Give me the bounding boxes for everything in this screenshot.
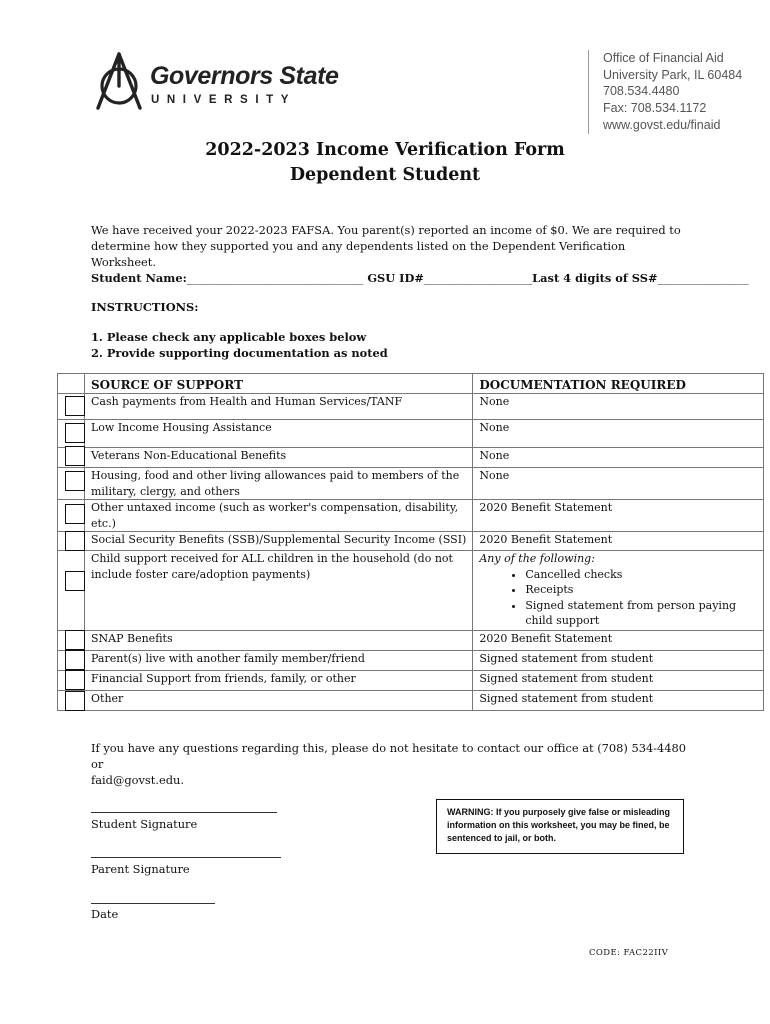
documentation-cell: None <box>473 468 764 500</box>
checkbox-veterans-benefits[interactable] <box>65 446 85 466</box>
checkbox-untaxed-income[interactable] <box>65 504 85 524</box>
source-cell: Parent(s) live with another family member/friend <box>85 651 473 671</box>
table-row <box>58 500 764 532</box>
list-item: • Receipts <box>525 582 757 598</box>
table-header-row <box>58 374 764 394</box>
ssn-field[interactable]: ________________ <box>657 271 749 285</box>
parent-signature-line[interactable] <box>91 857 281 858</box>
office-contact-block <box>588 50 742 134</box>
source-cell: Other untaxed income (such as worker's compensation, disability, etc.) <box>85 500 473 532</box>
university-logo <box>92 52 362 110</box>
gsu-id-label: GSU ID# <box>363 271 424 285</box>
logo-emblem-icon <box>92 52 148 110</box>
table-row <box>58 691 764 711</box>
documentation-cell: None <box>473 448 764 468</box>
student-name-field[interactable]: _______________________________ <box>186 271 364 285</box>
checkbox-financial-support[interactable] <box>65 670 85 690</box>
instruction-step-2: 2. Provide supporting documentation as noted <box>91 346 388 360</box>
source-cell: SNAP Benefits <box>85 631 473 651</box>
instruction-step-1: 1. Please check any applicable boxes below <box>91 330 367 344</box>
instructions-heading: INSTRUCTIONS: <box>91 300 199 314</box>
table-row <box>58 394 764 420</box>
office-web: www.govst.edu/finaid <box>603 117 721 132</box>
source-cell: Financial Support from friends, family, or other <box>85 671 473 691</box>
table-row <box>58 448 764 468</box>
table-row <box>58 671 764 691</box>
parent-signature-label: Parent Signature <box>91 862 190 876</box>
instructions-steps <box>91 329 691 361</box>
intro-line-2: determine how they supported you and any dependents listed on the Dependent Verification Worksheet. <box>91 239 626 269</box>
date-label: Date <box>91 907 119 921</box>
source-cell: Veterans Non-Educational Benefits <box>85 448 473 468</box>
checkbox-family-member[interactable] <box>65 650 85 670</box>
logo-name: Governors State <box>150 62 339 90</box>
documentation-column-header: DOCUMENTATION REQUIRED <box>473 374 764 394</box>
checkbox-living-allowances[interactable] <box>65 471 85 491</box>
student-info-line <box>91 270 749 286</box>
documentation-cell: 2020 Benefit Statement <box>473 631 764 651</box>
intro-paragraph <box>91 222 691 270</box>
checkbox-tanf[interactable] <box>65 396 85 416</box>
source-column-header: SOURCE OF SUPPORT <box>85 374 473 394</box>
documentation-cell: Signed statement from student <box>473 671 764 691</box>
form-code: CODE: FAC22IIV <box>589 948 669 958</box>
documentation-intro: Any of the following: <box>479 552 595 565</box>
list-item: • Signed statement from person paying child support <box>525 598 757 629</box>
checkbox-housing-assistance[interactable] <box>65 423 85 443</box>
table-row <box>58 651 764 671</box>
documentation-cell <box>473 551 764 631</box>
date-line[interactable] <box>91 903 215 904</box>
source-cell: Cash payments from Health and Human Services/TANF <box>85 394 473 420</box>
contact-paragraph <box>91 740 691 788</box>
contact-line-2: faid@govst.edu. <box>91 773 184 787</box>
ssn-label: Last 4 digits of SS# <box>532 271 658 285</box>
table-row <box>58 631 764 651</box>
form-subtitle: Dependent Student <box>289 165 481 185</box>
source-cell: Low Income Housing Assistance <box>85 420 473 448</box>
contact-line-1: If you have any questions regarding this, please do not hesitate to contact our office at (708) 534-4480 or <box>91 741 687 771</box>
documentation-cell: 2020 Benefit Statement <box>473 532 764 551</box>
source-cell: Social Security Benefits (SSB)/Supplemental Security Income (SSI) <box>85 532 473 551</box>
student-signature-line[interactable] <box>91 812 277 813</box>
student-name-label: Student Name: <box>91 271 187 285</box>
table-row <box>58 420 764 448</box>
table-row <box>58 468 764 500</box>
office-phone: 708.534.4480 <box>603 84 680 99</box>
documentation-list <box>479 567 757 629</box>
source-cell: Other <box>85 691 473 711</box>
table-row <box>58 532 764 551</box>
gsu-id-field[interactable]: ___________________ <box>423 271 533 285</box>
documentation-cell: None <box>473 394 764 420</box>
list-item: • Cancelled checks <box>525 567 757 583</box>
documentation-cell: None <box>473 420 764 448</box>
documentation-cell: Signed statement from student <box>473 651 764 671</box>
office-fax: Fax: 708.534.1172 <box>603 101 707 116</box>
office-address: University Park, IL 60484 <box>603 67 743 82</box>
warning-box: WARNING: If you purposely give false or misleading information on this worksheet, you may be fined, be sentenced to jail, or both. <box>436 799 684 854</box>
documentation-cell: Signed statement from student <box>473 691 764 711</box>
documentation-cell: 2020 Benefit Statement <box>473 500 764 532</box>
student-signature-label: Student Signature <box>91 817 198 831</box>
checkbox-snap-benefits[interactable] <box>65 630 85 650</box>
intro-line-1: We have received your 2022-2023 FAFSA. You parent(s) reported an income of $0. We are required to <box>91 223 681 237</box>
checkbox-social-security[interactable] <box>65 531 85 551</box>
support-table <box>57 373 764 711</box>
logo-subtitle: UNIVERSITY <box>151 94 297 106</box>
checkbox-header-cell <box>58 374 85 394</box>
source-cell: Child support received for ALL children in the household (do not include foster care/adoption payments) <box>85 551 473 631</box>
checkbox-other[interactable] <box>65 691 85 711</box>
office-name: Office of Financial Aid <box>603 51 724 65</box>
source-cell: Housing, food and other living allowances paid to members of the military, clergy, and others <box>85 468 473 500</box>
checkbox-child-support[interactable] <box>65 571 85 591</box>
table-row <box>58 551 764 631</box>
form-title: 2022-2023 Income Verification Form <box>205 140 565 160</box>
